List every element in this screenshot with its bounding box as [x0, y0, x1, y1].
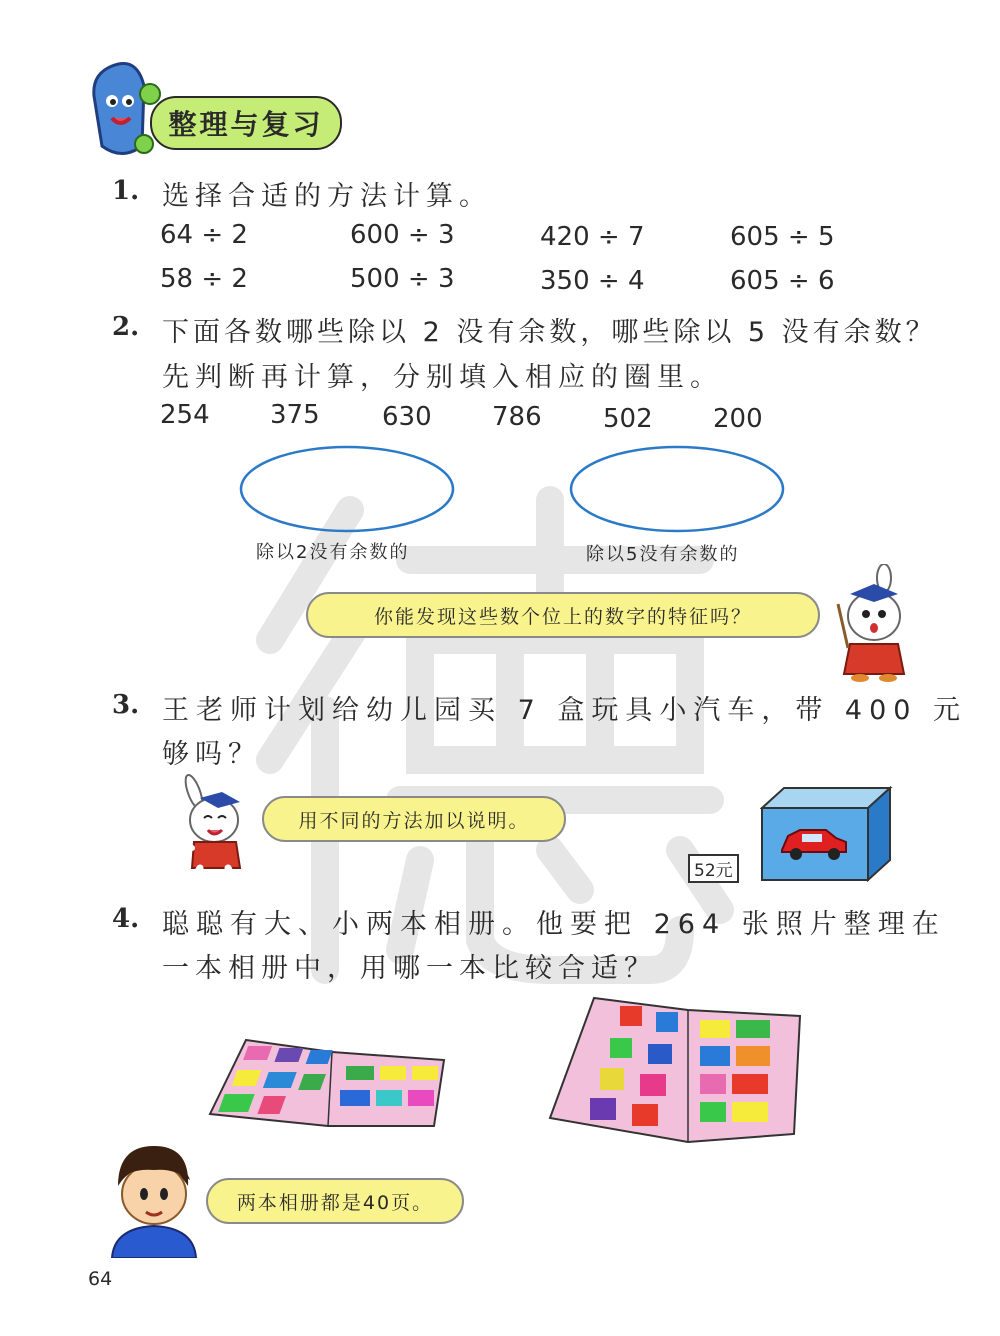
hint-bubble: [262, 796, 566, 842]
circle1-label: 除以2没有余数的: [256, 542, 410, 563]
q4-line2: 一本相册中，用哪一本比较合适？: [162, 953, 657, 984]
section-title: [150, 96, 342, 150]
q2-line1: 下面各数哪些除以 2 没有余数，哪些除以 5 没有余数？: [162, 317, 937, 348]
q3-line1: 王老师计划给幼儿园买 7 盒玩具小汽车，带 400 元: [162, 695, 968, 726]
q3-number: 3.: [112, 690, 140, 720]
q2-number-item: 630: [382, 402, 432, 432]
hint-text: 你能发现这些数个位上的数字的特征吗？: [373, 605, 752, 628]
answer-circle-2[interactable]: [568, 444, 786, 534]
q1-expr: 605 ÷ 6: [730, 266, 835, 296]
small-album-icon: [208, 1030, 452, 1130]
q1-expr: 605 ÷ 5: [730, 222, 835, 252]
q2-number-item: 375: [270, 400, 320, 430]
page-number: 64: [88, 1268, 113, 1290]
q1-expr: 500 ÷ 3: [350, 264, 455, 294]
circle2-label: 除以5没有余数的: [586, 544, 740, 565]
price-tag: 52元: [688, 854, 739, 883]
toy-car-box-icon: [760, 786, 894, 882]
q1-text: 选择合适的方法计算。: [162, 181, 492, 212]
hint-text: 用不同的方法加以说明。: [298, 809, 530, 832]
q2-number: 2.: [112, 312, 140, 342]
hint-text: 两本相册都是40页。: [236, 1191, 434, 1214]
q1-expr: 350 ÷ 4: [540, 266, 645, 296]
hint-bubble: [206, 1178, 464, 1224]
boy-mascot-icon: [104, 1140, 200, 1258]
q1-expr: 64 ÷ 2: [160, 220, 248, 250]
q2-number-item: 254: [160, 400, 210, 430]
large-album-icon: [548, 994, 808, 1146]
answer-circle-1[interactable]: [238, 444, 456, 534]
q2-number-item: 200: [713, 404, 763, 434]
q1-expr: 600 ÷ 3: [350, 220, 455, 250]
rabbit-student-icon: [170, 770, 258, 888]
q4-number: 4.: [112, 904, 140, 934]
q1-expr: 420 ÷ 7: [540, 222, 645, 252]
rabbit-teacher-icon: [826, 564, 916, 682]
q2-line2: 先判断再计算，分别填入相应的圈里。: [162, 362, 723, 393]
q4-line1: 聪聪有大、小两本相册。他要把 264 张照片整理在: [162, 909, 946, 940]
q1-expr: 58 ÷ 2: [160, 264, 248, 294]
q2-number-item: 502: [603, 404, 653, 434]
hint-bubble: [306, 592, 820, 638]
q3-line2: 够吗？: [162, 739, 261, 770]
q1-number: 1.: [112, 176, 140, 206]
section-title-text: 整理与复习: [168, 108, 324, 141]
q2-number-item: 786: [492, 402, 542, 432]
